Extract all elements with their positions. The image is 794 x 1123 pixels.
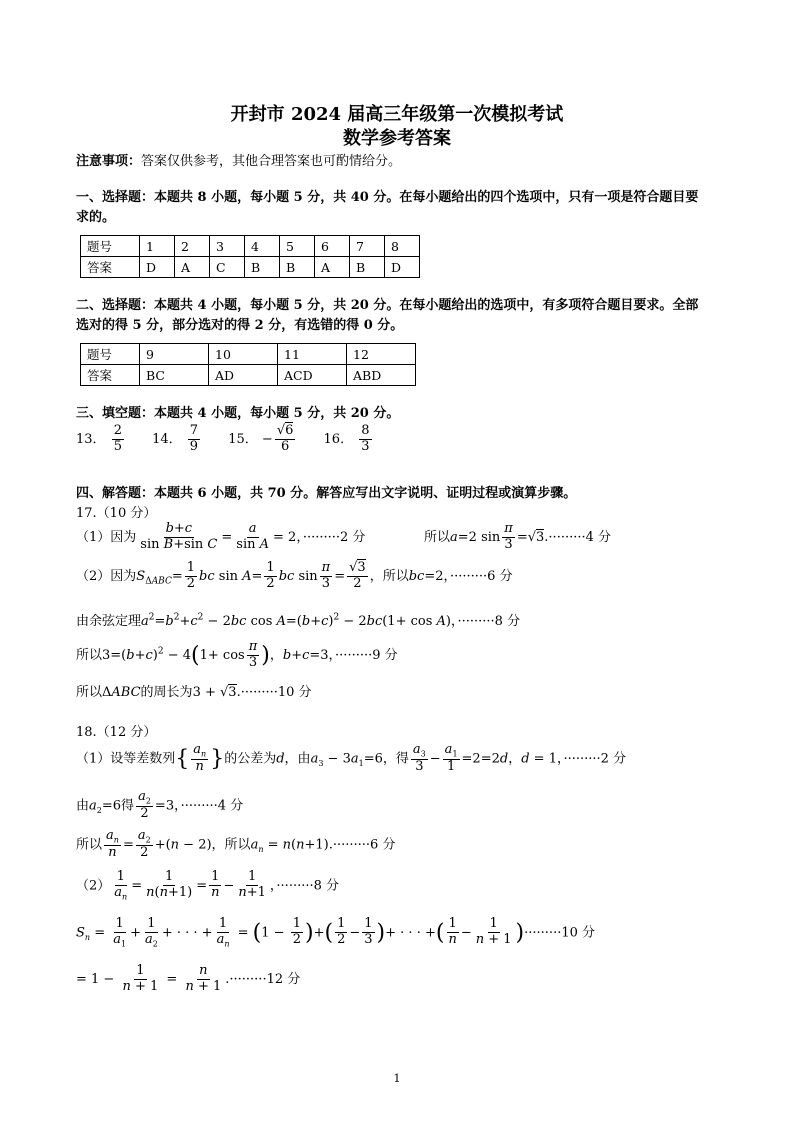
- section2-heading-line1: 二、选择题：本题共 4 小题，每小题 5 分，共 20 分。在每小题给出的选项中，有多项符合题目要求。全部: [76, 298, 699, 313]
- page-number: 1: [393, 1072, 401, 1085]
- notice-text: 答案仅供参考，其他合理答案也可酌情给分。: [141, 154, 402, 169]
- table-cell: BC: [140, 365, 209, 386]
- q17-line3: 由余弦定理$a^2=b^2+c^2 - 2bc$ $\cos A=(b+c)^2 - 2bc(1+ \cos A)$，·········8 分: [76, 612, 521, 629]
- table-cell: 9: [140, 344, 209, 365]
- q18-line4: （2） $\frac{1}{a_n}$ = $\frac{1}{n(n+1)}$ = $\frac{1}{n}$ − $\frac{1}{n+1}$ ，·········8 分: [76, 869, 340, 902]
- q18-line1: （1）设等差数列{ $\frac{a_n}{n}$ }的公差为d，由$a_3 - 3a_1=6$，得 $\frac{a_3}{3}$ − $\frac{a_1}{1}$ =2=2d，d = 1，·········2 分: [76, 742, 627, 774]
- q17-line2: （2）因为$S_{\Delta ABC}=$ $\frac{1}{2}$ bc sin A= $\frac{1}{2}$ bc sin $\frac{\pi}{3}$ = $\frac{√3}{2}$ ，所以bc=2，·········6 分: [76, 560, 513, 591]
- table-cell: AD: [209, 365, 278, 386]
- section2-heading-line2: 选对的得 5 分，部分选对的得 2 分，有选错的得 0 分。: [76, 318, 404, 333]
- table-cell: D: [385, 257, 420, 278]
- table-cell: 3: [210, 236, 245, 257]
- table-cell: A: [315, 257, 350, 278]
- answer-14: 14． $\frac{7}{9}$: [152, 423, 199, 454]
- table-row: [81, 344, 416, 365]
- section1-heading-line2: 求的。: [76, 210, 116, 225]
- table-cell: B: [350, 257, 385, 278]
- section1-answer-table: [80, 235, 420, 278]
- q18-line2: 由$a_2=6$得 $\frac{a_2}{2}$ =3，·········4 分: [76, 789, 244, 821]
- section4-heading: 四、解答题：本题共 6 小题，共 70 分。解答应写出文字说明、证明过程或演算步骤。: [76, 486, 577, 501]
- table-cell: C: [210, 257, 245, 278]
- q18-line3: 所以 $\frac{a_n}{n}$ = $\frac{a_2}{2}$ +(n − 2)，所以$a_n = n(n+1).\cdot\cdot\cdot\cdot\cdot\cdot\cdot\cdot\cdot 6$ 分: [76, 828, 396, 860]
- table-cell: 7: [350, 236, 385, 257]
- table-cell: B: [280, 257, 315, 278]
- table-cell: 2: [175, 236, 210, 257]
- table-cell: 10: [209, 344, 278, 365]
- table-row: [81, 365, 416, 386]
- fill-in-answers: [76, 424, 374, 455]
- table-row: [81, 257, 420, 278]
- table-cell: 题号: [81, 344, 140, 365]
- answer-16: 16． $\frac{8}{3}$: [323, 423, 370, 454]
- table-cell: 8: [385, 236, 420, 257]
- q18-label: 18.（12 分）: [76, 725, 157, 740]
- table-cell: D: [140, 257, 175, 278]
- table-cell: 答案: [81, 257, 140, 278]
- q18-line6: = 1 − $\frac{1}{n + 1}$ = $\frac{n}{n + 1}$ .·········12 分: [76, 963, 301, 994]
- table-cell: B: [245, 257, 280, 278]
- table-cell: 6: [315, 236, 350, 257]
- q18-line5: $S_n$ = $\frac{1}{a_1}$ + $\frac{1}{a_2}$ + · · · + $\frac{1}{a_n}$ = (1 − $\frac{1}{2}$ )+( $\frac{1}{2}$ − $\frac{1}{3}$ )+ · · · +( $\frac{1}{n}$ − $\frac{1}{n + 1}$ )·········10 分: [76, 916, 596, 949]
- q17-line1: （1）因为 $\frac{b+c}{\text{sin B+sin C}}$ = $\frac{a}{\text{sin A}}$ = 2，·········2 分: [76, 521, 366, 552]
- table-cell: 答案: [81, 365, 140, 386]
- notice: [76, 150, 401, 169]
- q17-line5: 所以ΔABC的周长为3 + √3.·········10 分: [76, 685, 312, 700]
- table-cell: 11: [278, 344, 347, 365]
- q17-label: 17.（10 分）: [76, 506, 157, 521]
- q17-line4: 所以$3=(b+c)^2 - 4(1+ \cos$ $\frac{\pi}{3}$ )，b+c=3，·········9 分: [76, 639, 398, 670]
- table-row: [81, 236, 420, 257]
- notice-label: 注意事项：: [76, 154, 142, 169]
- table-cell: ACD: [278, 365, 347, 386]
- table-cell: 12: [347, 344, 416, 365]
- table-cell: 5: [280, 236, 315, 257]
- answer-13: 13． $\frac{2}{5}$: [76, 423, 122, 454]
- table-cell: 4: [245, 236, 280, 257]
- table-cell: 题号: [81, 236, 140, 257]
- table-cell: A: [175, 257, 210, 278]
- section1-heading-line1: 一、选择题：本题共 8 小题，每小题 5 分，共 40 分。在每小题给出的四个选项中，只有一项是符合题目要: [76, 190, 699, 205]
- page-title: 开封市 2024 届高三年级第一次模拟考试: [230, 104, 564, 125]
- answer-15: 15． − $\frac{√6}{6}$: [228, 423, 294, 454]
- page-subtitle: 数学参考答案: [343, 128, 451, 149]
- table-cell: ABD: [347, 365, 416, 386]
- q17-line1-result: 所以a=2 sin $\frac{\pi}{3}$ =√3.·········4 分: [424, 521, 612, 552]
- section3-heading: 三、填空题：本题共 4 小题，每小题 5 分，共 20 分。: [76, 406, 400, 421]
- table-cell: 1: [140, 236, 175, 257]
- section2-answer-table: [80, 343, 416, 386]
